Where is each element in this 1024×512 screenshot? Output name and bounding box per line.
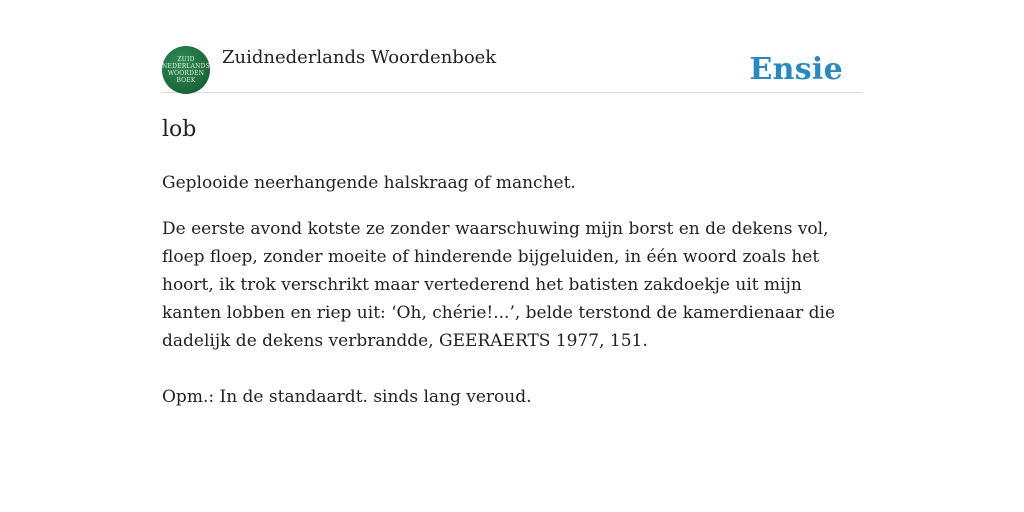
page [162, 0, 862, 512]
logo-text-line: BOEK [176, 77, 196, 84]
logo-text-line: NEDERLANDS [162, 63, 210, 70]
usage-remark: Opm.: In de standaardt. sinds lang veroud. [162, 387, 532, 407]
dictionary-logo[interactable] [162, 46, 210, 94]
headword: lob [162, 117, 197, 142]
dictionary-title[interactable]: Zuidnederlands Woordenboek [222, 47, 497, 68]
definition-text: Geplooide neerhangende halskraag of manchet. [162, 173, 576, 193]
logo-text-line: WOORDEN [167, 70, 205, 77]
ensie-brand-link[interactable]: Ensie [749, 52, 843, 87]
example-quote: De eerste avond kotste ze zonder waarschuwing mijn borst en de dekens vol, floep floep, zonder moeite of hinderende bijgeluiden, in één woord zoals het hoort, ik trok verschrikt maar vertederend het batisten zakdoekje uit mijn kanten lobben en riep uit: ‘Oh, chérie!...’, belde terstond de kamerdienaar die dadelijk de dekens verbrandde, GEERAERTS 1977, 151. [162, 219, 836, 351]
logo-text-line: ZUID [177, 56, 195, 63]
header [162, 40, 862, 93]
